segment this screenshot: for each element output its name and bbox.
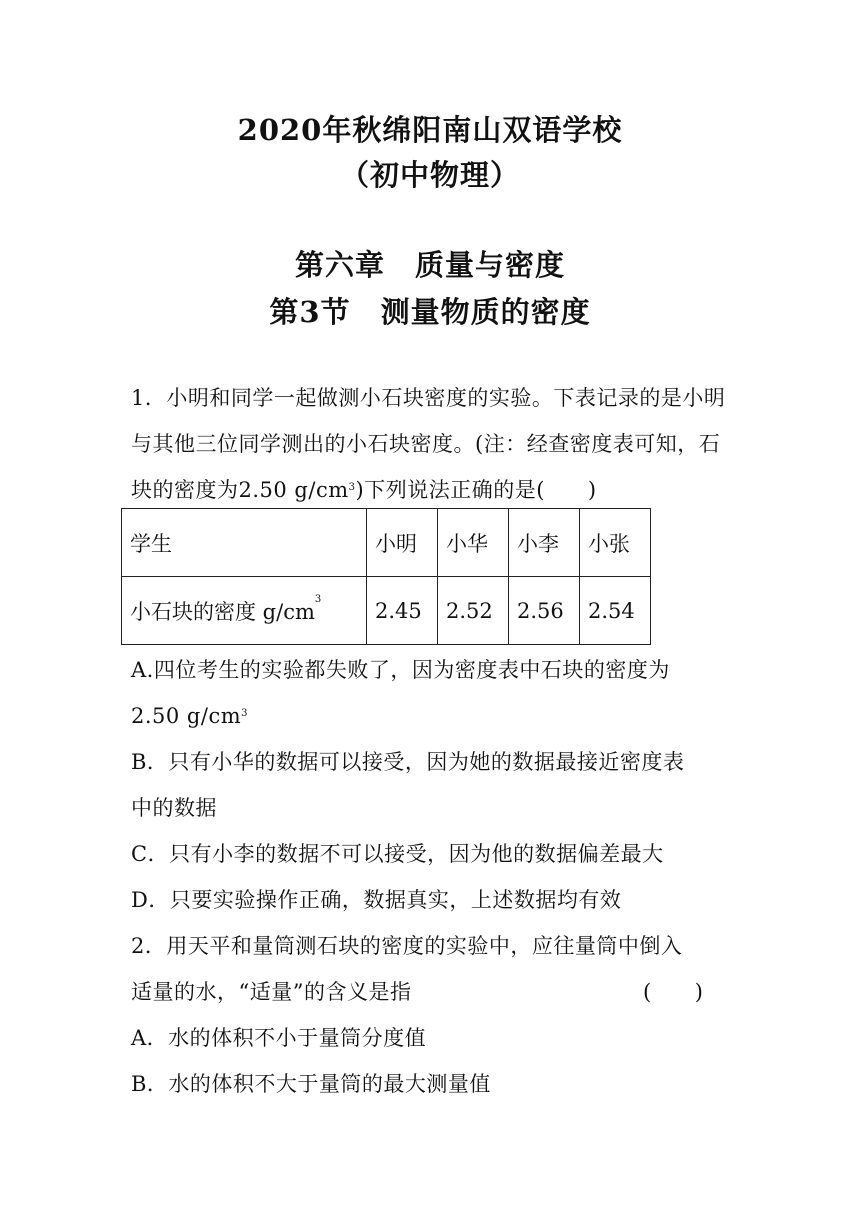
subject-title: （初中物理） (339, 158, 520, 192)
question-1-stem (131, 375, 731, 513)
option-b-line-1: B．只有小华的数据可以接受，因为她的数据最接近密度表 (131, 750, 685, 774)
question-1-stem-superscript: 3 (348, 482, 356, 493)
option-a-superscript: 3 (241, 708, 249, 719)
question-2-option-b: B．水的体积不大于量筒的最大测量值 (131, 1072, 491, 1096)
table-row-label-text: 小石块的密度 g/cm (130, 599, 315, 624)
question-2-stem-line-1: 2．用天平和量筒测石块的密度的实验中，应往量筒中倒入 (131, 934, 683, 958)
table-header-label: 学生 (122, 509, 367, 577)
question-2-stem-line-2: 适量的水，“适量”的含义是指 (131, 980, 412, 1004)
option-a-line-1: A.四位考生的实验都失败了，因为密度表中石块的密度为 (131, 658, 670, 682)
question-1-stem-end: )下列说法正确的是( ) (355, 478, 597, 502)
table-student-name: 小明 (367, 509, 438, 577)
table-cell: 2.52 (438, 577, 509, 645)
option-d: D．只要实验操作正确，数据真实，上述数据均有效 (131, 888, 622, 912)
option-c: C．只有小李的数据不可以接受，因为他的数据偏差最大 (131, 842, 664, 866)
question-2-answer-paren: ( ) (643, 980, 704, 1004)
table-row-label (122, 577, 367, 645)
table-cell: 2.45 (367, 577, 438, 645)
density-table (121, 508, 651, 645)
chapter-title: 第六章 质量与密度 (294, 248, 565, 282)
section-title: 第3节 测量物质的密度 (269, 295, 591, 329)
table-cell: 2.54 (580, 577, 651, 645)
table-student-name: 小华 (438, 509, 509, 577)
question-1-stem-text: 1．小明和同学一起做测小石块密度的实验。下表记录的是小明与其他三位同学测出的小石块密度。(注：经查密度表可知，石块的密度为2.50 g/cm (131, 386, 726, 502)
table-cell: 2.56 (509, 577, 580, 645)
table-row (122, 577, 651, 645)
table-student-name: 小张 (580, 509, 651, 577)
question-2-option-a: A．水的体积不小于量筒分度值 (131, 1026, 427, 1050)
school-title: 2020年秋绵阳南山双语学校 (237, 113, 623, 147)
option-a-line-2 (131, 693, 248, 739)
table-student-name: 小李 (509, 509, 580, 577)
table-header-row (122, 509, 651, 577)
table-row-label-superscript: 3 (314, 593, 322, 605)
option-a-value: 2.50 g/cm (131, 704, 242, 728)
option-b-line-2: 中的数据 (131, 796, 217, 820)
